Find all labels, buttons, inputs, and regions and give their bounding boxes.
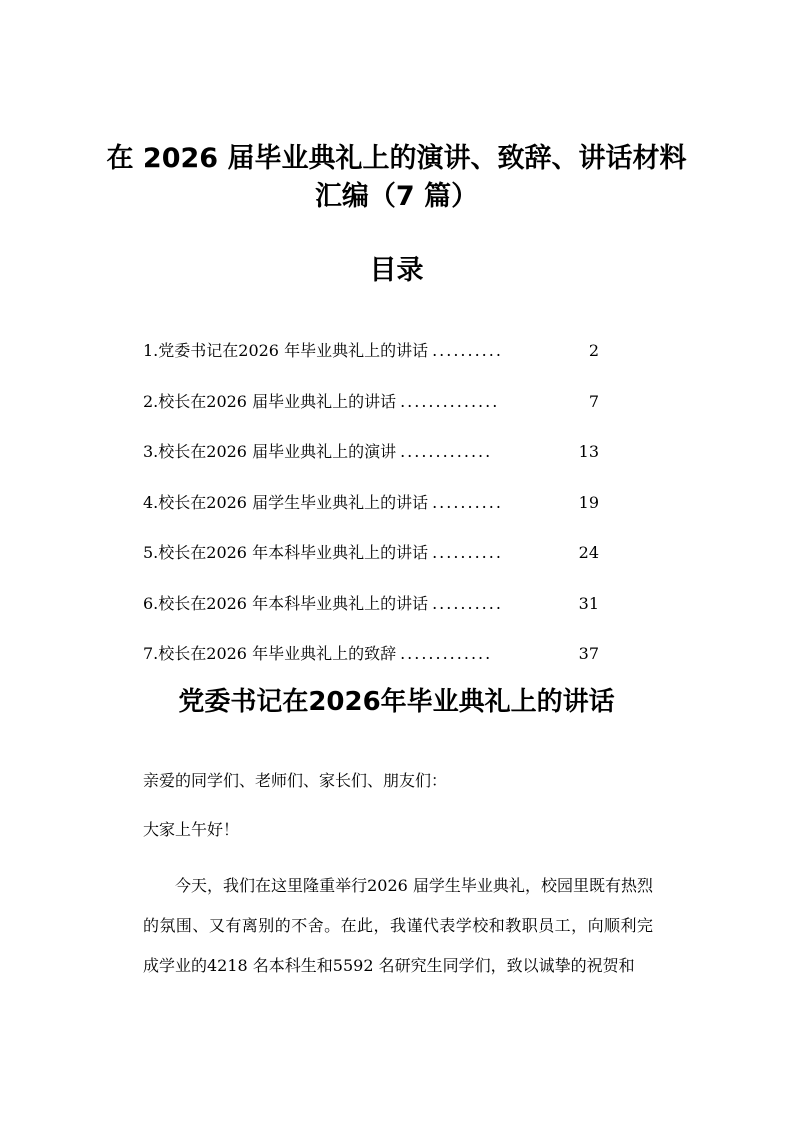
- toc-entry[interactable]: [143, 586, 599, 637]
- toc-entry-page: 31: [578, 593, 599, 613]
- toc-entry-text: 7.校长在2026 年毕业典礼上的致辞: [143, 644, 397, 663]
- toc-entry-page: 24: [578, 543, 599, 562]
- toc-entry[interactable]: [143, 333, 599, 384]
- toc-entry-leader: ..........: [432, 492, 503, 512]
- table-of-contents: [143, 333, 599, 687]
- toc-entry[interactable]: [143, 535, 599, 586]
- toc-entry[interactable]: [143, 485, 599, 536]
- toc-entry-leader: .............: [400, 644, 493, 663]
- toc-heading: 目录: [369, 255, 424, 286]
- toc-entry[interactable]: [143, 636, 599, 687]
- toc-entry-text: 4.校长在2026 届学生毕业典礼上的讲话: [143, 492, 429, 512]
- toc-entry-text: 3.校长在2026 届毕业典礼上的演讲: [143, 442, 397, 461]
- toc-entry[interactable]: [143, 434, 599, 485]
- toc-entry-leader: ..............: [400, 391, 500, 411]
- toc-entry-leader: ..........: [432, 543, 503, 562]
- toc-entry-page: 37: [578, 644, 599, 663]
- body-paragraph: 今天，我们在这里隆重举行2026 届学生毕业典礼，校园里既有热烈的氛围、又有离别的不舍。在此，我谨代表学校和教职员工，向顺利完成学业的4218 名本科生和5592 名研究生同学们，致以诚挚的祝贺和: [143, 876, 653, 975]
- toc-entry-leader: ..........: [432, 593, 503, 613]
- toc-entry-leader: ..........: [432, 341, 503, 360]
- toc-entry-page: 19: [578, 492, 599, 512]
- toc-entry-text: 5.校长在2026 年本科毕业典礼上的讲话: [143, 543, 429, 562]
- toc-entry[interactable]: [143, 384, 599, 435]
- toc-entry-text: 1.党委书记在2026 年毕业典礼上的讲话: [143, 341, 429, 360]
- toc-entry-page: 7: [588, 391, 599, 411]
- section-title: 党委书记在2026年毕业典礼上的讲话: [178, 687, 615, 717]
- toc-entry-page: 13: [578, 442, 599, 461]
- salutation-text: 亲爱的同学们、老师们、家长们、朋友们：: [143, 771, 448, 790]
- document-title: 在 2026 届毕业典礼上的演讲、致辞、讲话材料汇编（7 篇）: [106, 143, 687, 212]
- greeting-text: 大家上午好！: [143, 820, 240, 839]
- toc-entry-leader: .............: [400, 442, 493, 461]
- toc-entry-text: 2.校长在2026 届毕业典礼上的讲话: [143, 391, 397, 411]
- toc-entry-page: 2: [588, 341, 599, 360]
- toc-entry-text: 6.校长在2026 年本科毕业典礼上的讲话: [143, 593, 429, 613]
